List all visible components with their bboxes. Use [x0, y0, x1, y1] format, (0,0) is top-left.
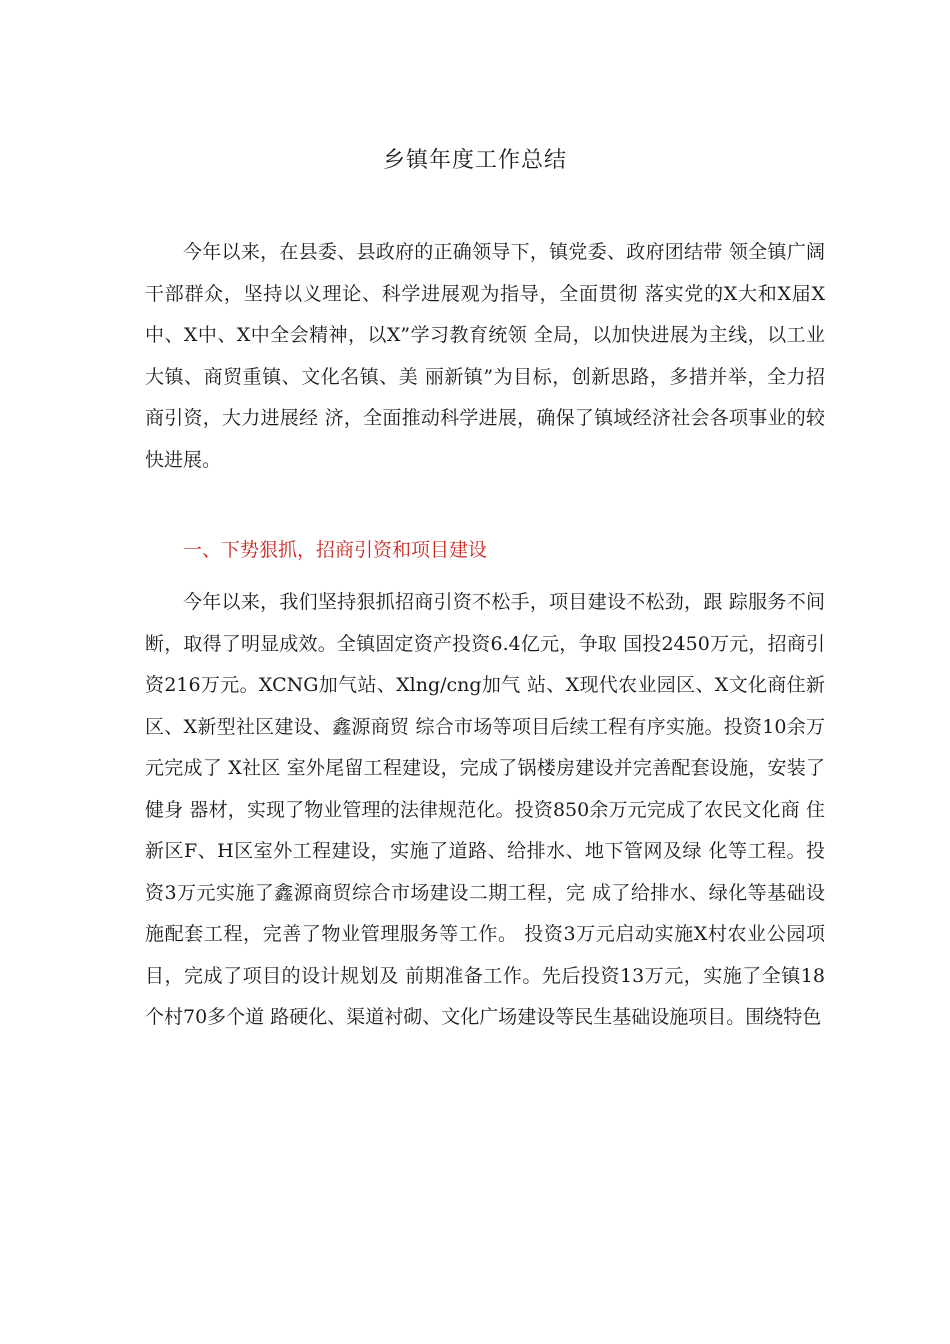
intro-paragraph: 今年以来，在县委、县政府的正确领导下，镇党委、政府团结带 领全镇广阔干部群众，坚持以义理论、科学进展观为指导，全面贯彻 落实党的X大和X届X中、X中、X中全会精神，以X”学习教育统领 全局，以加快进展为主线，以工业大镇、商贸重镇、文化名镇、美 丽新镇”为目标，创新思路，多措并举，全力招商引资，大力进展经 济，全面推动科学进展，确保了镇域经济社会各项事业的较快进展。 — [145, 241, 825, 471]
document-title: 乡镇年度工作总结 — [382, 148, 567, 173]
section-paragraph: 今年以来，我们坚持狠抓招商引资不松手，项目建设不松劲，跟 踪服务不间断，取得了明显成效。全镇固定资产投资6.4亿元，争取 国投2450万元，招商引资216万元。XCNG加气站、Xlng/cng加气 站、X现代农业园区、X文化商住新区、X新型社区建设、鑫源商贸 综合市场等项目后续工程有序实施。投资10余万元完成了 X社区 室外尾留工程建设，完成了锅楼房建设并完善配套设施，安装了健身 器材，实现了物业管理的法律规范化。投资850余万元完成了农民文化商 住新区F、H区室外工程建设，实施了道路、给排水、地下管网及绿 化等工程。投资3万元实施了鑫源商贸综合市场建设二期工程，完 成了给排水、绿化等基础设施配套工程，完善了物业管理服务等工作。 投资3万元启动实施X村农业公园项目，完成了项目的设计规划及 前期准备工作。先后投资13万元，实施了全镇18个村70多个道 路硬化、渠道衬砌、文化广场建设等民生基础设施项目。围绕特色 — [145, 591, 825, 1028]
section-heading: 一、下势狠抓，招商引资和项目建设 — [183, 539, 488, 561]
